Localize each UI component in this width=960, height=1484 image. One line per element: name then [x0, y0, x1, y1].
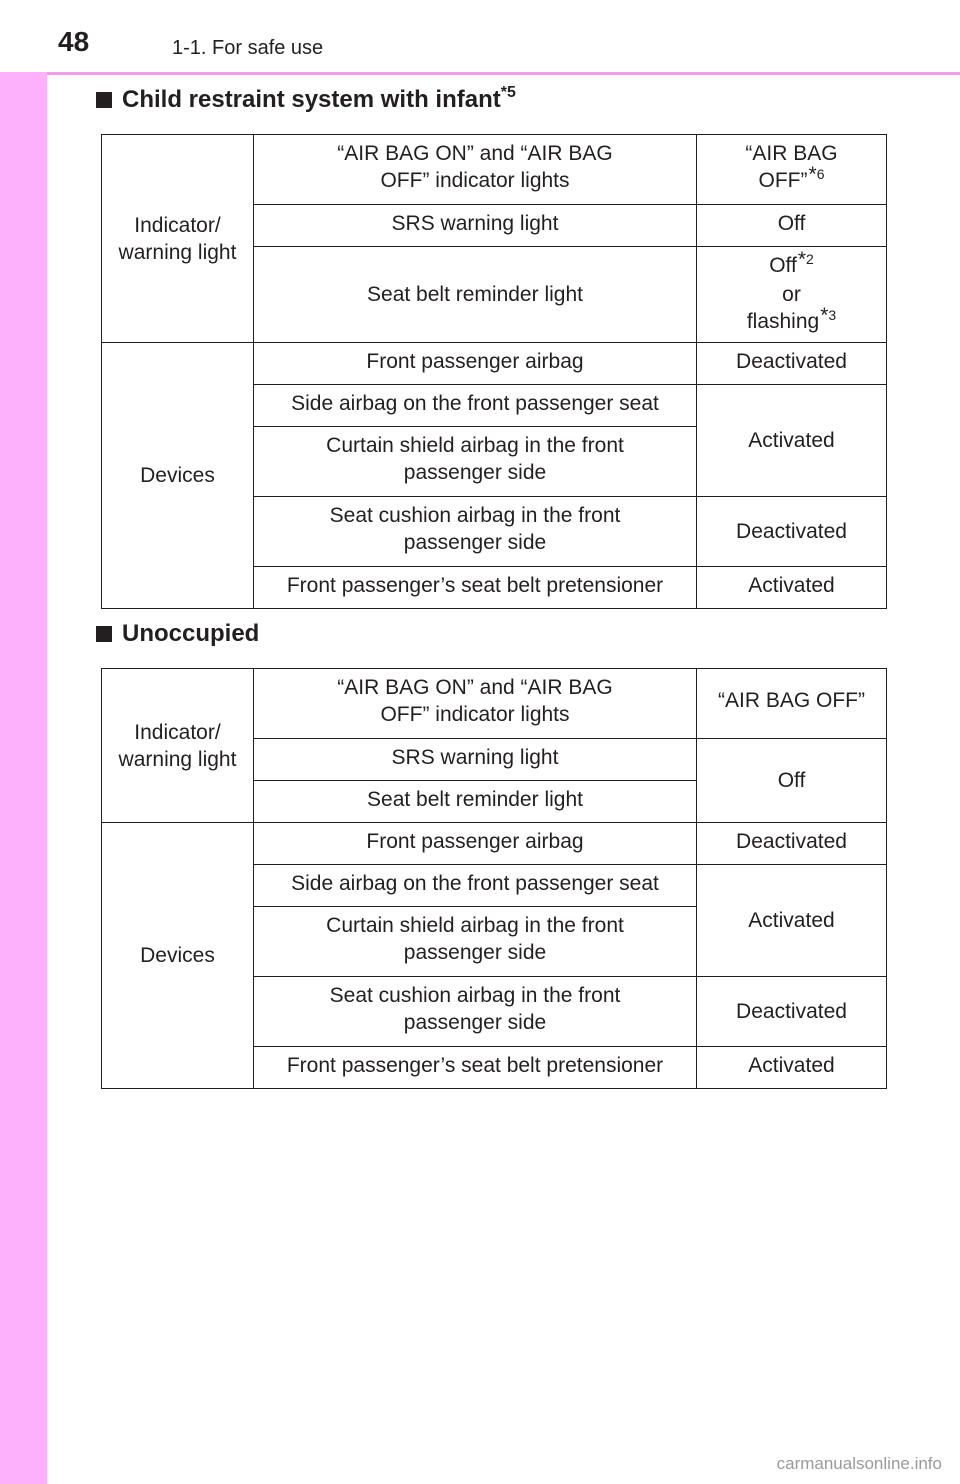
seatbelt-cell: Seat belt reminder light	[254, 781, 697, 823]
section-heading-unoccupied	[96, 620, 259, 648]
front-airbag-cell: Front passenger airbag	[254, 823, 697, 865]
indicator-label: Indicator/ warning light	[118, 720, 237, 771]
seatbelt-value-flashing: flashing	[746, 310, 820, 333]
heading-text: Unoccupied	[122, 620, 260, 647]
table-row	[102, 343, 887, 385]
srs-cell: SRS warning light	[254, 205, 697, 247]
srs-seatbelt-value-cell: Off	[697, 739, 887, 823]
pretensioner-cell: Front passenger’s seat belt pretensioner	[254, 567, 697, 609]
pretensioner-value-cell: Activated	[697, 567, 887, 609]
asterisk-icon: *	[820, 304, 829, 327]
seatbelt-value-cell	[697, 247, 887, 343]
page-number: 48	[58, 26, 90, 57]
cushion-cell: Seat cushion airbag in the front passenger side	[254, 977, 697, 1047]
watermark: carmanualsonline.info	[776, 1454, 942, 1473]
pretensioner-cell: Front passenger’s seat belt pretensioner	[254, 1047, 697, 1089]
asterisk-icon: *	[797, 248, 806, 271]
side-curtain-value-cell: Activated	[697, 385, 887, 497]
asterisk-icon: *	[808, 163, 817, 186]
cushion-cell: Seat cushion airbag in the front passenger side	[254, 497, 697, 567]
footnote-ref: 2	[806, 251, 814, 267]
seatbelt-value-off: Off	[769, 254, 797, 277]
front-airbag-value-cell: Deactivated	[697, 823, 887, 865]
footnote-ref: 3	[828, 307, 837, 323]
airbag-lights-cell: “AIR BAG ON” and “AIR BAG OFF” indicator lights	[254, 669, 697, 739]
child-restraint-table	[101, 134, 887, 609]
srs-value-cell: Off	[697, 205, 887, 247]
bullet-square-icon	[96, 626, 112, 642]
front-airbag-cell: Front passenger airbag	[254, 343, 697, 385]
indicator-label-cell	[102, 669, 254, 823]
airbag-lights-cell: “AIR BAG ON” and “AIR BAG OFF” indicator lights	[254, 135, 697, 205]
side-airbag-cell: Side airbag on the front passenger seat	[254, 865, 697, 907]
front-airbag-value-cell: Deactivated	[697, 343, 887, 385]
seatbelt-value-or: or	[782, 283, 801, 306]
curtain-cell: Curtain shield airbag in the front passenger side	[254, 907, 697, 977]
table-row	[102, 823, 887, 865]
side-curtain-value-cell: Activated	[697, 865, 887, 977]
pretensioner-value-cell: Activated	[697, 1047, 887, 1089]
airbag-lights-value-cell	[697, 135, 887, 205]
side-color-strip	[0, 0, 47, 1484]
seatbelt-cell: Seat belt reminder light	[254, 247, 697, 343]
bullet-square-icon	[96, 92, 112, 108]
airbag-lights-value-cell: “AIR BAG OFF”	[697, 669, 887, 739]
cushion-value-cell: Deactivated	[697, 497, 887, 567]
side-airbag-cell: Side airbag on the front passenger seat	[254, 385, 697, 427]
srs-cell: SRS warning light	[254, 739, 697, 781]
table-row	[102, 669, 887, 739]
section-label: 1-1. For safe use	[172, 37, 324, 59]
footnote-ref: 6	[816, 166, 825, 182]
table-row	[102, 135, 887, 205]
unoccupied-table	[101, 668, 887, 1089]
header-rule	[47, 72, 960, 75]
curtain-cell: Curtain shield airbag in the front passenger side	[254, 427, 697, 497]
cushion-value-cell: Deactivated	[697, 977, 887, 1047]
heading-text: Child restraint system with infant	[122, 86, 501, 113]
devices-label-cell: Devices	[102, 823, 254, 1089]
heading-note: *5	[500, 84, 516, 101]
airbag-lights-value: “AIR BAG OFF”	[745, 142, 838, 192]
indicator-label: Indicator/ warning light	[118, 213, 237, 264]
devices-label-cell: Devices	[102, 343, 254, 609]
indicator-label-cell	[102, 135, 254, 343]
header	[0, 0, 960, 72]
section-heading-child-restraint	[96, 86, 516, 114]
